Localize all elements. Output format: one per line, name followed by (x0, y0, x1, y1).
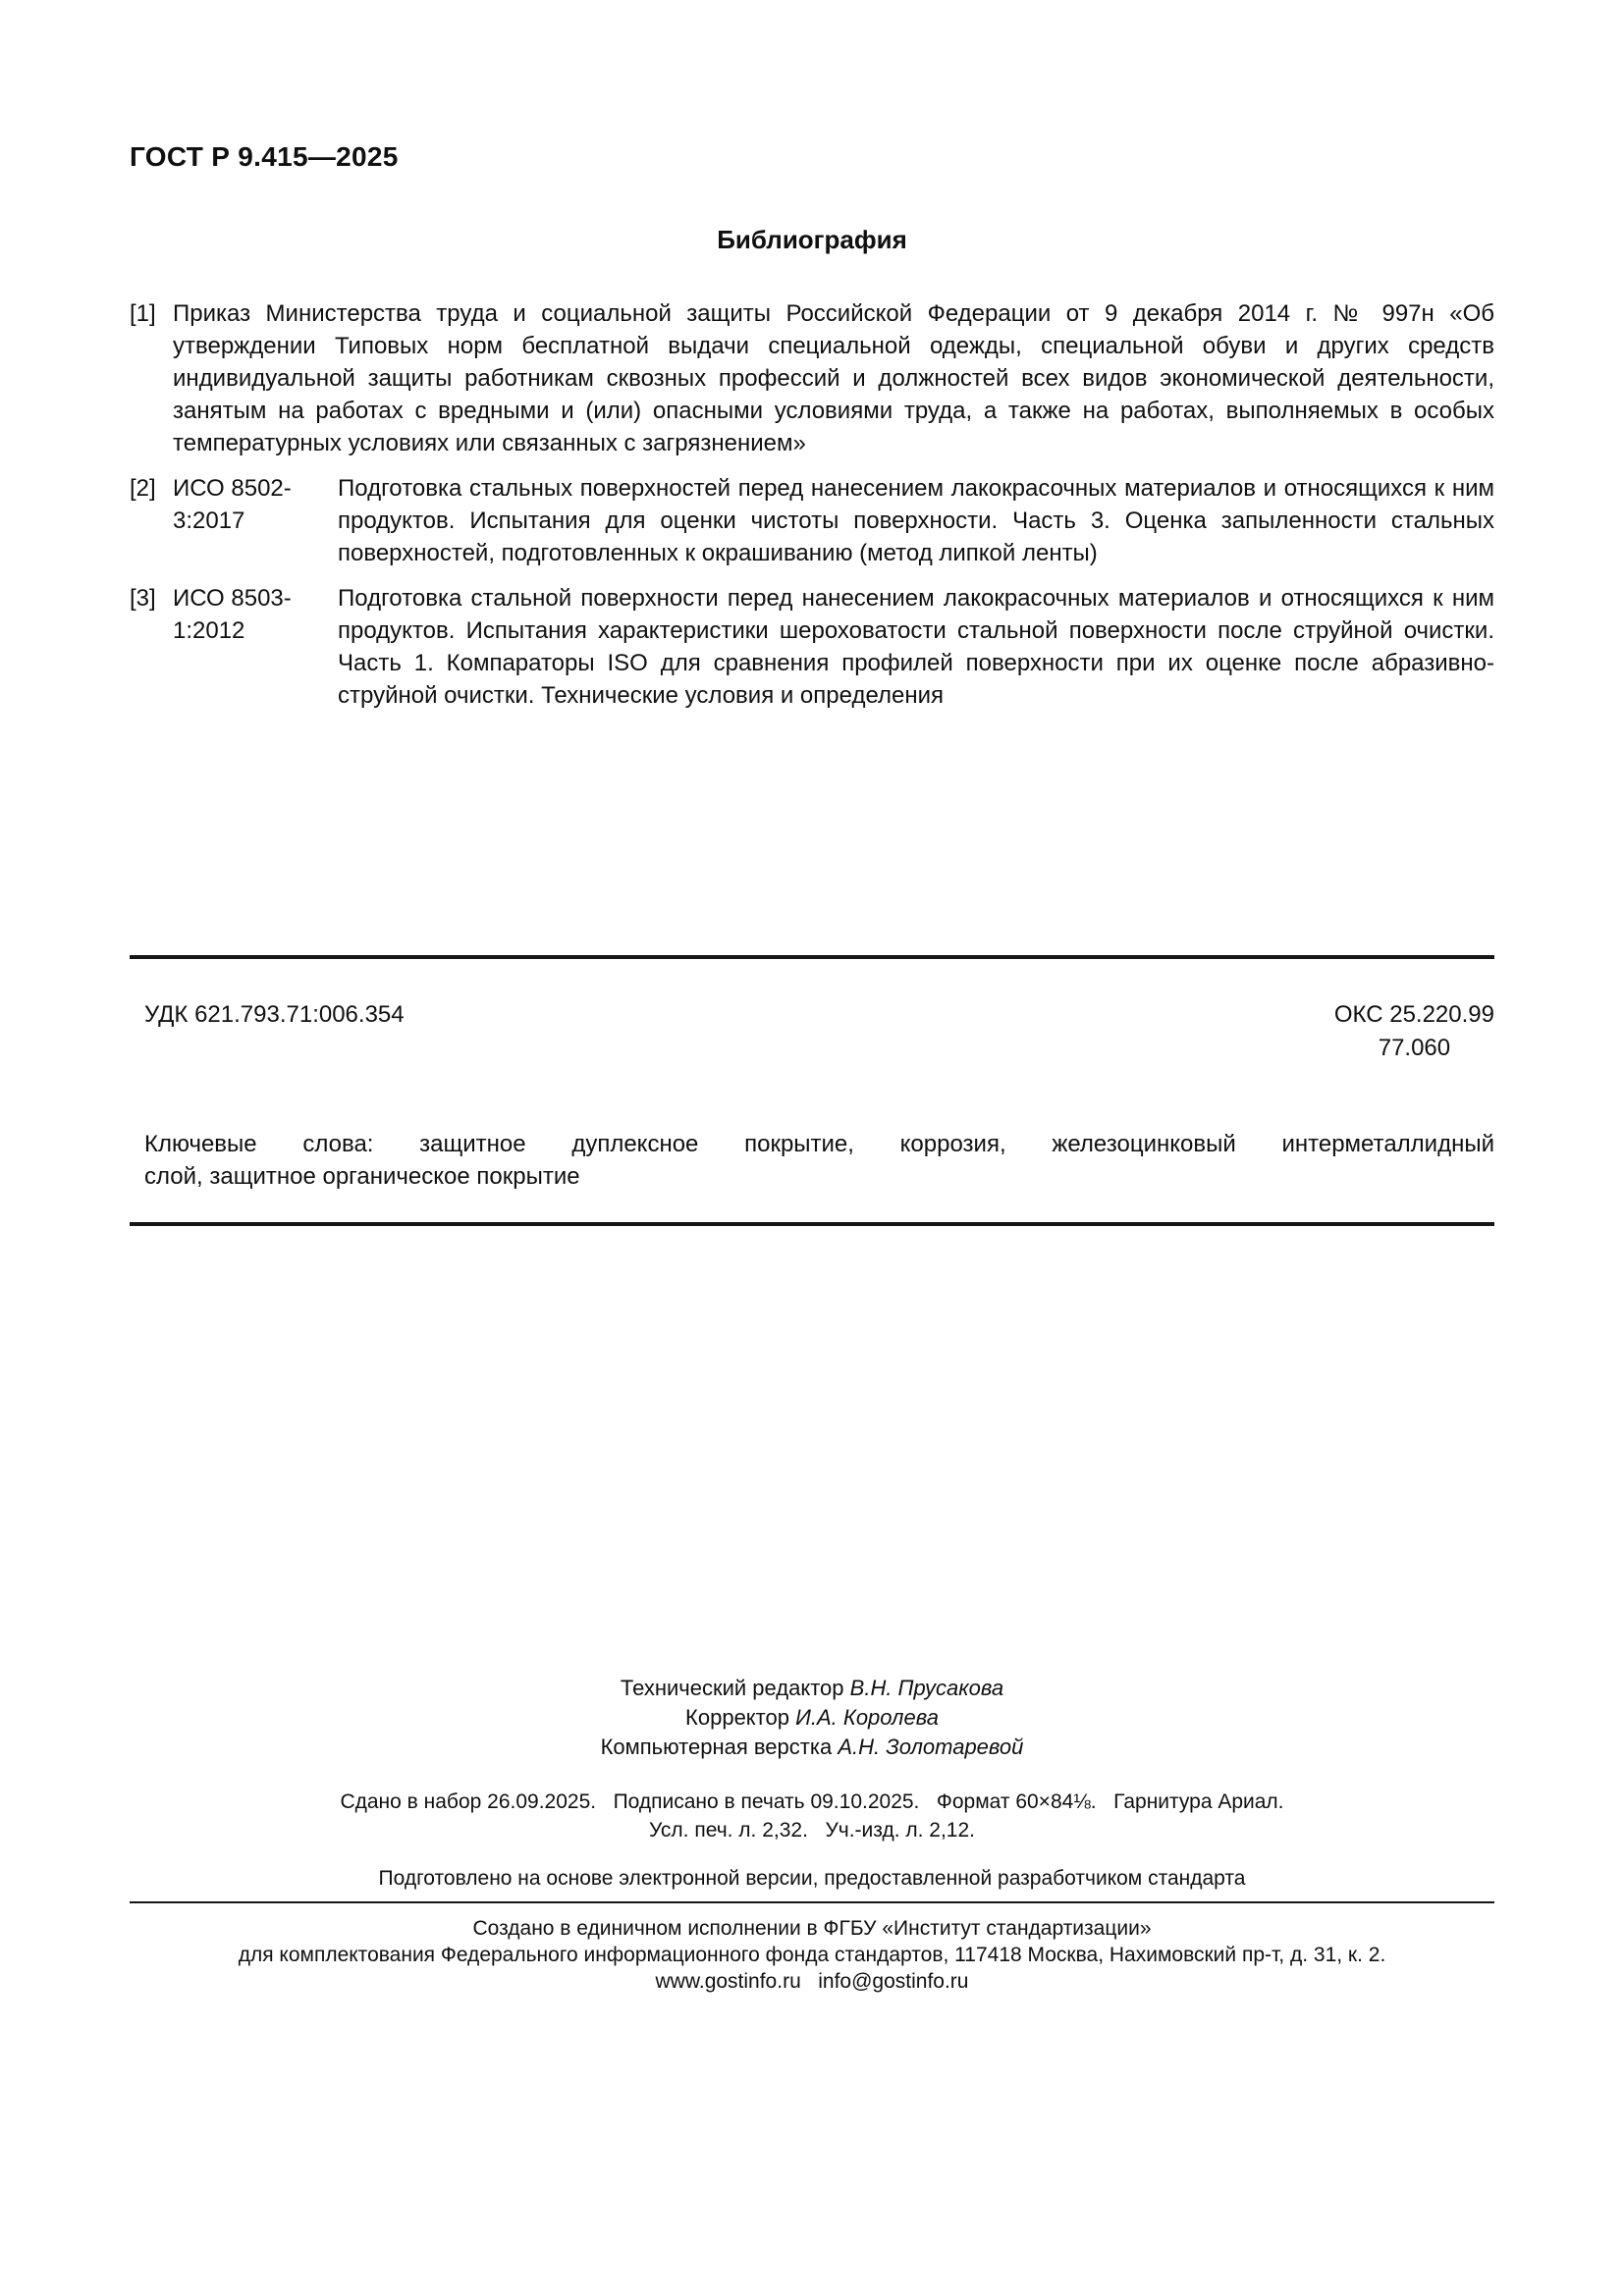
footer-rule (130, 1901, 1494, 1903)
bibliography-entry (130, 297, 1494, 459)
entry-standard-label: ИСО 8502-3:2017 (173, 475, 292, 534)
footer-line2: для комплектования Федерального информационного фонда стандартов, 117418 Москва, Нахимовский пр-т, д. 31, к. 2. (238, 1944, 1386, 1966)
entry-text: Подготовка стальных поверхностей перед нанесением лакокрасочных материалов и относящихся к ним продуктов. Испытания для оценки чистоты поверхности. Часть 3. Оценка запыленности стальных поверхностей, подготовленных к окрашиванию (метод липкой ленты) (338, 475, 1494, 566)
bibliography-entry (130, 582, 1494, 712)
colophon-line2: Усл. печ. л. 2,32. Уч.-изд. л. 2,12. (648, 1819, 975, 1842)
section-title: Библиография (717, 225, 907, 254)
entry-number: [1] (130, 300, 156, 327)
oks-code-line2: 77.060 (1378, 1035, 1451, 1061)
credit-name: А.Н. Золотаревой (838, 1735, 1024, 1759)
credit-role: Технический редактор (620, 1676, 844, 1700)
credit-name: В.Н. Прусакова (849, 1676, 1004, 1700)
keywords-line2: слой, защитное органическое покрытие (144, 1163, 580, 1190)
oks-code (1334, 998, 1494, 1065)
bibliography-entry (130, 472, 1494, 569)
credits-block (130, 1674, 1494, 1762)
credit-role: Компьютерная верстка (600, 1735, 833, 1759)
colophon-line1: Сдано в набор 26.09.2025. Подписано в печать 09.10.2025. Формат 60×84⅛. Гарнитура Ариал. (340, 1790, 1284, 1813)
publisher-footer (130, 1915, 1494, 1995)
entry-number: [3] (130, 585, 156, 612)
keywords-paragraph (130, 1128, 1494, 1193)
credit-line (130, 1703, 1494, 1733)
credit-role: Корректор (685, 1705, 789, 1730)
bibliography-list (130, 297, 1494, 712)
credit-line (130, 1733, 1494, 1762)
footer-line1: Создано в единичном исполнении в ФГБУ «Институт стандартизации» (472, 1917, 1152, 1940)
horizontal-rule (130, 955, 1494, 959)
horizontal-rule (130, 1222, 1494, 1226)
classification-codes (130, 998, 1494, 1065)
udk-code: УДК 621.793.71:006.354 (144, 1001, 405, 1028)
entry-standard-label: ИСО 8503-1:2012 (173, 585, 292, 644)
credit-name: И.А. Королева (795, 1705, 939, 1730)
entry-text: Приказ Министерства труда и социальной защиты Российской Федерации от 9 декабря 2014 г. № 997н «Об утверждении Типовых норм бесплатной выдачи специальной одежды, специальной обуви и других средств индивидуальной защиты работникам сквозных профессий и должностей всех видов экономической деятельности, занятым на работах с вредными и (или) опасными условиями труда, а также на работах, выполняемых в особых температурных условиях или связанных с загрязнением» (173, 300, 1494, 456)
doc-code: ГОСТ Р 9.415—2025 (130, 141, 399, 172)
prepared-note: Подготовлено на основе электронной версии, предоставленной разработчиком стандарта (378, 1867, 1246, 1890)
oks-code-line1: ОКС 25.220.99 (1333, 1001, 1494, 1028)
keywords-line1: Ключевые слова: защитное дуплексное покрытие, коррозия, железоцинковый интерметаллидный (144, 1131, 1494, 1157)
entry-number: [2] (130, 475, 156, 502)
footer-contacts: www.gostinfo.ru info@gostinfo.ru (655, 1970, 969, 1993)
colophon-block (130, 1788, 1494, 1844)
credit-line (130, 1674, 1494, 1703)
entry-text: Подготовка стальной поверхности перед нанесением лакокрасочных материалов и относящихся к ним продуктов. Испытания характеристики шероховатости стальной поверхности после струйной очистки. Часть 1. Компараторы ISO для сравнения профилей поверхности при их оценке после абразивно-струйной очистки. Технические условия и определения (338, 585, 1494, 709)
